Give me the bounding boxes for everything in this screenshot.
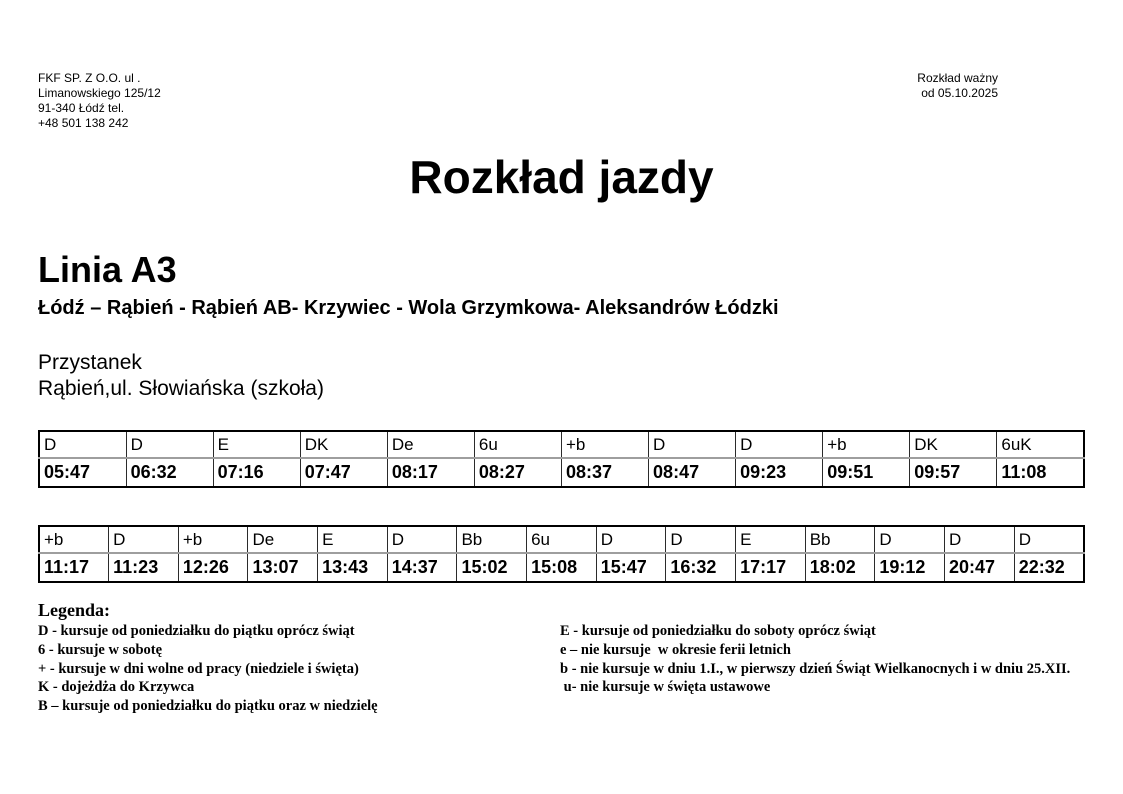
service-code-cell: De	[387, 431, 474, 458]
departure-time-cell: 07:47	[300, 458, 387, 487]
legend-item: D - kursuje od poniedziałku do piątku oprócz świąt	[38, 623, 355, 639]
service-code-cell: +b	[561, 431, 648, 458]
service-code-cell: D	[945, 526, 1015, 553]
legend-item: e – nie kursuje w okresie ferii letnich	[560, 641, 791, 658]
departure-time-cell: 20:47	[945, 553, 1015, 582]
service-code-cell: D	[1014, 526, 1084, 553]
departure-time-cell: 15:08	[527, 553, 597, 582]
departure-time-cell: 09:23	[736, 458, 823, 487]
validity-label: Rozkład ważny	[917, 71, 998, 85]
service-code-cell: D	[126, 431, 213, 458]
service-code-cell: D	[109, 526, 179, 553]
timetable-afternoon	[38, 525, 1085, 583]
service-code-cell: +b	[823, 431, 910, 458]
departure-time-cell: 08:47	[649, 458, 736, 487]
legend-item: b - nie kursuje w dniu 1.I., w pierwszy dzień Świąt Wielkanocnych i w dniu 25.XII.	[560, 660, 1071, 677]
departure-time-cell: 18:02	[805, 553, 875, 582]
timetable-morning-codes-row	[39, 431, 1084, 458]
service-code-cell: +b	[39, 526, 109, 553]
service-code-cell: D	[875, 526, 945, 553]
service-code-cell: Bb	[805, 526, 875, 553]
departure-time-cell: 09:51	[823, 458, 910, 487]
service-code-cell: DK	[910, 431, 997, 458]
departure-time-cell: 13:43	[318, 553, 388, 582]
page-title: Rozkład jazdy	[409, 151, 714, 203]
departure-time-cell: 15:47	[596, 553, 666, 582]
departure-time-cell: 11:23	[109, 553, 179, 582]
departure-time-cell: 05:47	[44, 462, 91, 482]
service-code-cell: E	[213, 431, 300, 458]
legend-heading: Legenda:	[38, 600, 110, 620]
service-code-cell: D	[387, 526, 457, 553]
legend-item: + - kursuje w dni wolne od pracy (niedziele i święta)	[38, 660, 359, 677]
legend-item: E - kursuje od poniedziałku do soboty oprócz świąt	[560, 623, 876, 639]
service-code-cell: E	[318, 526, 388, 553]
stop-info	[38, 350, 324, 402]
service-code-cell: 6u	[474, 431, 561, 458]
service-code-cell: D	[736, 431, 823, 458]
departure-time-cell: 09:57	[910, 458, 997, 487]
timetable-afternoon-times-row	[39, 553, 1084, 582]
departure-time-cell: 11:08	[997, 458, 1084, 487]
departure-time-cell: 08:37	[561, 458, 648, 487]
legend-item: B – kursuje od poniedziałku do piątku oraz w niedzielę	[38, 698, 378, 715]
legend-right-column	[560, 622, 1070, 697]
departure-time-cell: 17:17	[736, 553, 806, 582]
service-code-cell: D	[596, 526, 666, 553]
departure-time-cell: 14:37	[387, 553, 457, 582]
stop-label: Przystanek	[38, 351, 142, 374]
service-code-cell: E	[736, 526, 806, 553]
company-phone: +48 501 138 242	[38, 116, 129, 130]
timetable-morning-times-row	[39, 458, 1084, 487]
service-code-cell: Bb	[457, 526, 527, 553]
service-code-cell: +b	[178, 526, 248, 553]
departure-time-cell: 19:12	[875, 553, 945, 582]
departure-time-cell: 08:27	[474, 458, 561, 487]
departure-time-cell: 22:32	[1014, 553, 1084, 582]
service-code-cell: DK	[300, 431, 387, 458]
departure-time-cell: 08:17	[387, 458, 474, 487]
stop-name: Rąbień,ul. Słowiańska (szkoła)	[38, 377, 324, 400]
company-address-line: 91-340 Łódź tel.	[38, 101, 125, 115]
legend-item: 6 - kursuje w sobotę	[38, 641, 163, 658]
validity-date: od 05.10.2025	[921, 86, 998, 100]
line-name: Linia A3	[38, 249, 177, 290]
legend-item: u- nie kursuje w święta ustawowe	[560, 679, 771, 696]
timetable-morning	[38, 430, 1085, 488]
departure-time-cell: 07:16	[213, 458, 300, 487]
departure-time-cell: 12:26	[178, 553, 248, 582]
company-address-line: FKF SP. Z O.O. ul .	[38, 71, 141, 85]
departure-time-cell: 13:07	[248, 553, 318, 582]
validity-info	[917, 71, 998, 101]
departure-time-cell: 15:02	[457, 553, 527, 582]
line-route: Łódź – Rąbień - Rąbień AB- Krzywiec - Wola Grzymkowa- Aleksandrów Łódzki	[38, 297, 779, 319]
departure-time-cell: 11:17	[44, 557, 90, 577]
service-code-cell: 6uK	[997, 431, 1084, 458]
timetable-afternoon-codes-row	[39, 526, 1084, 553]
legend-item: K - dojeżdża do Krzywca	[38, 679, 195, 696]
company-address	[38, 71, 161, 131]
service-code-cell: De	[248, 526, 318, 553]
departure-time-cell: 06:32	[126, 458, 213, 487]
company-address-line: Limanowskiego 125/12	[38, 86, 161, 100]
service-code-cell: D	[39, 431, 126, 458]
departure-time-cell: 16:32	[666, 553, 736, 582]
service-code-cell: 6u	[527, 526, 597, 553]
legend-left-column	[38, 622, 378, 716]
service-code-cell: D	[666, 526, 736, 553]
service-code-cell: D	[649, 431, 736, 458]
